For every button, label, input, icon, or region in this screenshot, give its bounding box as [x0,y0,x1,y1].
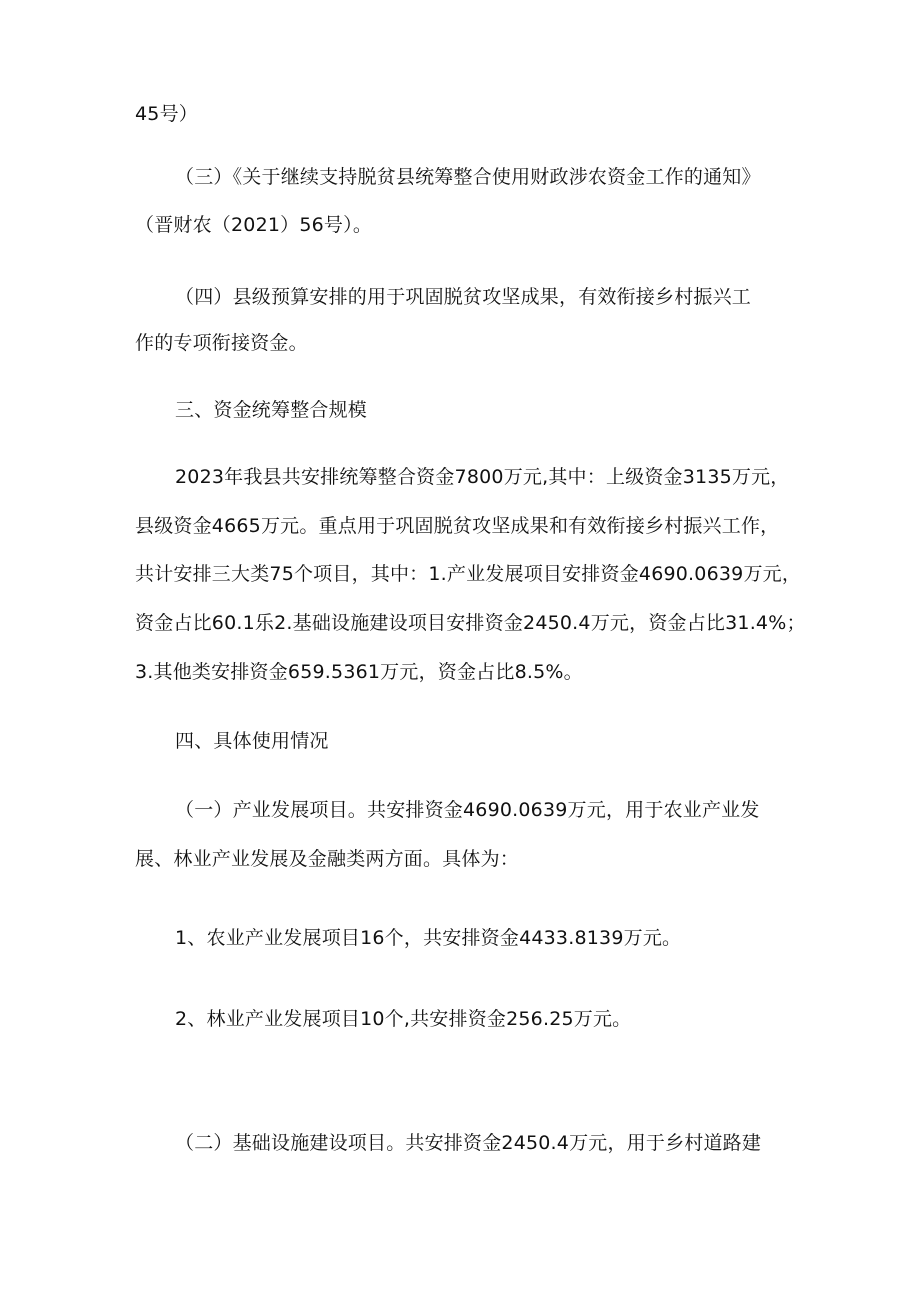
text-line: 1、农业产业发展项目16个，共安排资金4433.8139万元。 [175,927,682,949]
text-line: 共计安排三大类75个项目，其中：1.产业发展项目安排资金4690.0639万元， [135,563,802,585]
text-line: （四）县级预算安排的用于巩固脱贫攻坚成果，有效衔接乡村振兴工 [175,286,752,308]
text-line: 展、林业产业发展及金融类两方面。具体为： [135,848,520,870]
text-line: 资金占比60.1乐2.基础设施建设项目安排资金2450.4万元，资金占比31.4%； [135,612,806,634]
text-line: 2023年我县共安排统筹整合资金7800万元,其中：上级资金3135万元， [175,466,790,488]
text-line: 3.其他类安排资金659.5361万元，资金占比8.5%。 [135,661,583,683]
text-line: 作的专项衔接资金。 [135,332,308,354]
text-line: （三）《关于继续支持脱贫县统筹整合使用财政涉农资金工作的通知》 [175,166,761,188]
section-heading: 四、具体使用情况 [175,730,329,752]
text-line: （晋财农（2021）56号）。 [135,214,373,236]
text-line: 县级资金4665万元。重点用于巩固脱贫攻坚成果和有效衔接乡村振兴工作， [135,515,780,537]
text-line: 2、林业产业发展项目10个,共安排资金256.25万元。 [175,1008,632,1030]
section-heading: 三、资金统筹整合规模 [175,399,368,421]
text-line: （二）基础设施建设项目。共安排资金2450.4万元，用于乡村道路建 [175,1132,762,1154]
text-line: （一）产业发展项目。共安排资金4690.0639万元，用于农业产业发 [175,799,760,821]
text-line: 45号） [135,103,198,125]
